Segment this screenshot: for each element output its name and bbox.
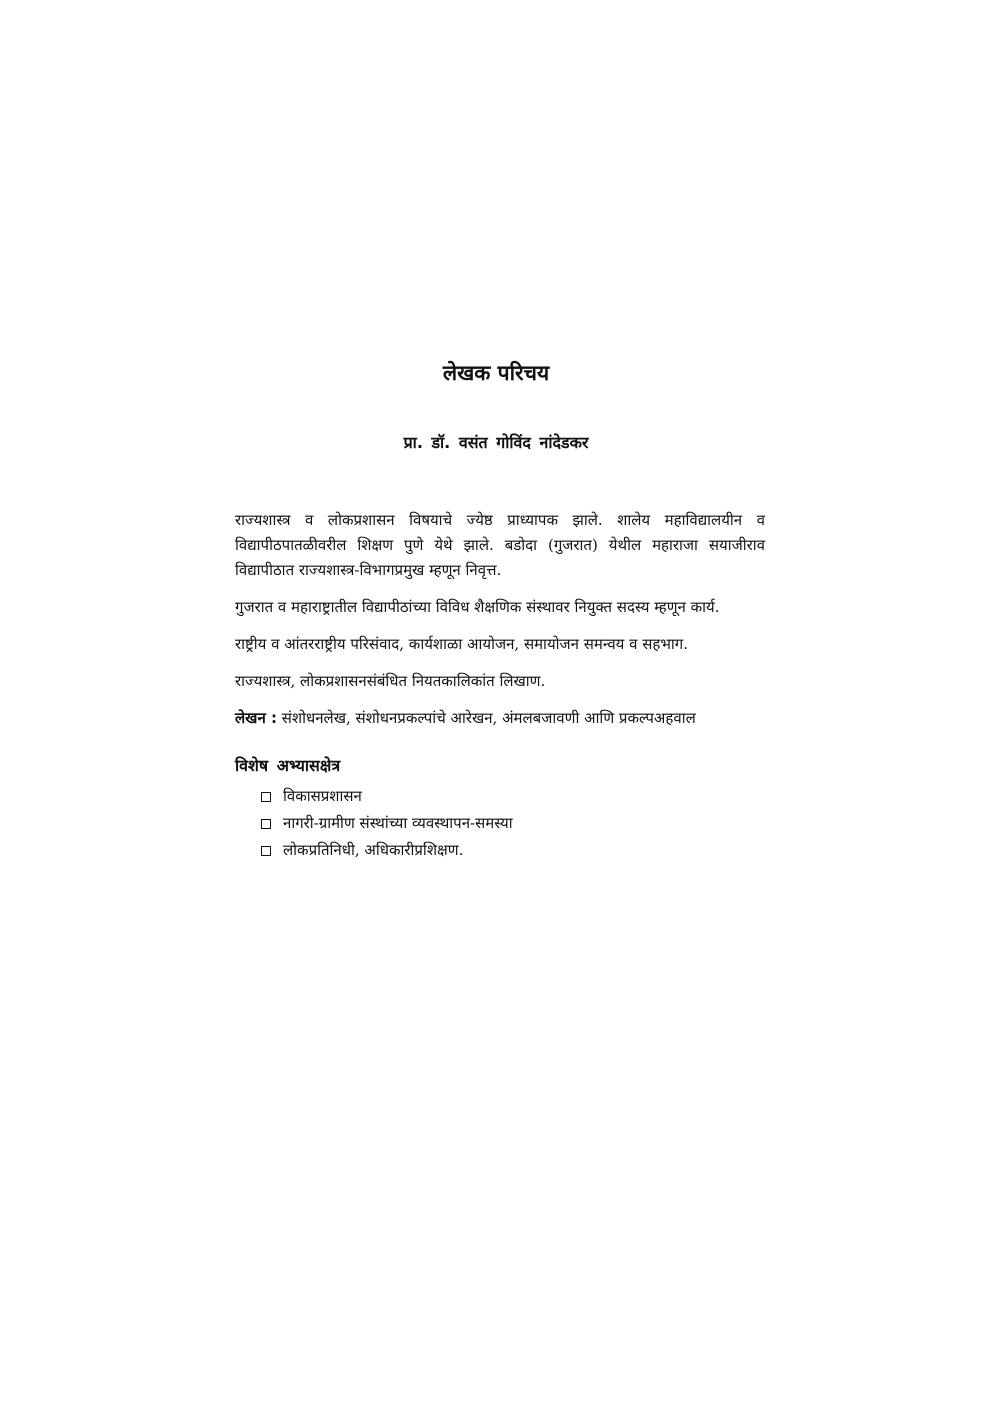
page-title: लेखक परिचय [442,361,550,385]
checkbox-bullet-icon [261,846,271,856]
bio-paragraph: राष्ट्रीय व आंतरराष्ट्रीय परिसंवाद, कार्यशाळा आयोजन, समायोजन समन्वय व सहभाग. [235,635,689,653]
special-study-heading: विशेष अभ्यासक्षेत्र [235,756,341,775]
checkbox-bullet-icon [261,819,271,829]
writing-paragraph [235,706,765,731]
writing-label: लेखन : [235,709,277,727]
bio-paragraph: गुजरात व महाराष्ट्रातील विद्यापीठांच्या विविध शैक्षणिक संस्थावर नियुक्त सदस्य म्हणून कार्य. [235,598,720,616]
author-name: प्रा. डॉ. वसंत गोविंद नांदेडकर [403,433,589,452]
list-item-text: लोकप्रतिनिधी, अधिकारीप्रशिक्षण. [283,841,464,859]
special-study-list [235,783,765,864]
list-item-text: विकासप्रशासन [283,787,362,805]
bio-paragraph: राज्यशास्त्र व लोकप्रशासन विषयाचे ज्येष्ठ प्राध्यापक झाले. शालेय महाविद्यालयीन व विद्यापीठपातळीवरील शिक्षण पुणे येथे झाले. बडोदा (गुजरात) येथील महाराजा सयाजीराव विद्यापीठात राज्यशास्त्र-विभागप्रमुख म्हणून निवृत्त. [235,511,765,579]
list-item-text: नागरी-ग्रामीण संस्थांच्या व्यवस्थापन-समस्या [283,814,513,832]
list-item [261,810,765,837]
writing-text: संशोधनलेख, संशोधनप्रकल्पांचे आरेखन, अंमलबजावणी आणि प्रकल्पअहवाल [277,709,696,727]
list-item [261,837,765,864]
checkbox-bullet-icon [261,792,271,802]
author-bio [235,508,765,864]
list-item [261,783,765,810]
bio-paragraph: राज्यशास्त्र, लोकप्रशासनसंबंधित नियतकालिकांत लिखाण. [235,672,546,690]
